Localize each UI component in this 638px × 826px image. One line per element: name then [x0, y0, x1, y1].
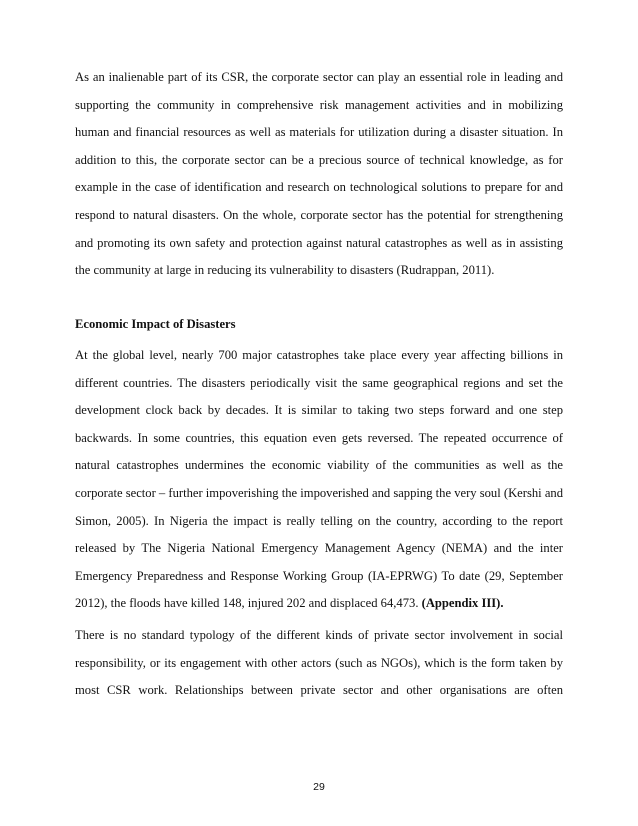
paragraph-line: [75, 590, 563, 618]
paragraph-line: addition to this, the corporate sector can be a precious source of technical knowledge, as for: [75, 152, 563, 167]
page-number: 29: [313, 781, 325, 793]
paragraph-line: supporting the community in comprehensive risk management activities and in mobilizing: [75, 97, 563, 112]
appendix-reference: (Appendix III).: [421, 596, 504, 611]
section-heading: Economic Impact of Disasters: [75, 317, 236, 331]
paragraph-line: released by The Nigeria National Emergency Management Agency (NEMA) and the inter: [75, 541, 563, 556]
paragraph-line: There is no standard typology of the different kinds of private sector involvement in social: [75, 628, 563, 642]
paragraph-csr-role: [75, 64, 563, 285]
paragraph-line: the community at large in reducing its vulnerability to disasters (Rudrappan, 2011).: [75, 263, 495, 278]
paragraph-line-text: 2012), the floods have killed 148, injured 202 and displaced 64,473.: [75, 596, 422, 611]
paragraph-line: natural catastrophes undermines the economic viability of the communities as well as the: [75, 458, 563, 473]
paragraph-line: corporate sector – further impoverishing the impoverished and sapping the very soul (Kershi and: [75, 485, 563, 500]
paragraph-line: and promoting its own safety and protection against natural catastrophes as well as in assisting: [75, 235, 563, 250]
paragraph-line: development clock back by decades. It is similar to taking two steps forward and one step: [75, 403, 563, 418]
paragraph-typology: [75, 622, 563, 705]
paragraph-line: Simon, 2005). In Nigeria the impact is really telling on the country, according to the report: [75, 513, 563, 528]
paragraph-line: At the global level, nearly 700 major catastrophes take place every year affecting billions in: [75, 348, 563, 362]
paragraph-line: most CSR work. Relationships between private sector and other organisations are often: [75, 683, 563, 698]
paragraph-line: Emergency Preparedness and Response Working Group (IA-EPRWG) To date (29, September: [75, 568, 563, 583]
paragraph-line: responsibility, or its engagement with other actors (such as NGOs), which is the form taken by: [75, 655, 563, 670]
paragraph-line: human and financial resources as well as materials for utilization during a disaster situation. In: [75, 125, 563, 140]
paragraph-line: backwards. In some countries, this equation even gets reversed. The repeated occurrence of: [75, 430, 563, 445]
paragraph-line: example in the case of identification and research on technological solutions to prepare for and: [75, 180, 563, 195]
paragraph-line: different countries. The disasters periodically visit the same geographical regions and set the: [75, 375, 563, 390]
paragraph-line: As an inalienable part of its CSR, the corporate sector can play an essential role in leading and: [75, 70, 563, 84]
paragraph-economic-impact: [75, 342, 563, 618]
paragraph-line: respond to natural disasters. On the whole, corporate sector has the potential for strengthening: [75, 207, 563, 222]
